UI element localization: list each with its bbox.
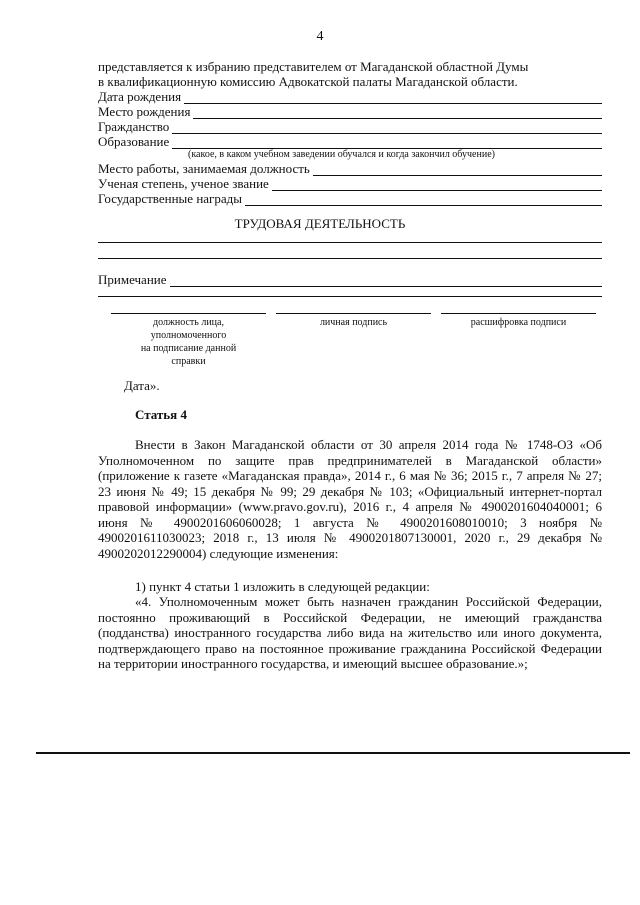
signature-line <box>276 313 431 314</box>
work-line-2 <box>98 258 602 259</box>
awards-label: Государственные награды <box>98 191 242 206</box>
article-title: Статья 4 <box>135 407 187 422</box>
workplace-label: Место работы, занимаемая должность <box>98 161 310 176</box>
workplace-field <box>98 161 602 176</box>
date-line: Дата». <box>124 378 160 393</box>
note-label: Примечание <box>98 272 167 287</box>
page-number: 4 <box>316 29 324 44</box>
citizenship-label: Гражданство <box>98 119 170 134</box>
position-caption: должность лица, уполномоченного на подписание данной справки <box>140 317 237 367</box>
signature-caption: личная подпись <box>319 317 388 328</box>
decryption-caption: расшифровка подписи <box>470 317 567 328</box>
article-quote: «4. Уполномоченным может быть назначен гражданин Российской Федерации, постоянно проживающий в Российской Федерации, не имеющий гражданства (подданства) иностранного государства либо вида на жительство или иного документа, подтверждающего право на постоянное проживание гражданина Российской Федерации на территории иностранного государства, и имеющий высшее образование.»; <box>98 594 602 671</box>
note-line-2 <box>98 296 602 297</box>
education-field <box>98 134 602 149</box>
section-title: ТРУДОВАЯ ДЕЯТЕЛЬНОСТЬ <box>234 216 406 231</box>
article-item-1: 1) пункт 4 статьи 1 изложить в следующей редакции: <box>135 579 430 594</box>
degree-label: Ученая степень, ученое звание <box>98 176 269 191</box>
education-hint: (какое, в каком учебном заведении обучался и когда закончил обучение) <box>188 149 495 160</box>
bottom-divider <box>36 752 630 754</box>
education-label: Образование <box>98 134 170 149</box>
degree-field <box>98 176 602 191</box>
intro-line-2: в квалификационную комиссию Адвокатской палаты Магаданской области. <box>98 74 518 89</box>
note-field <box>98 272 602 287</box>
birth-date-label: Дата рождения <box>98 89 182 104</box>
position-line <box>111 313 266 314</box>
citizenship-field <box>98 119 602 134</box>
birth-place-label: Место рождения <box>98 104 191 119</box>
decryption-line <box>441 313 596 314</box>
awards-field <box>98 191 602 206</box>
birth-date-field <box>98 89 602 104</box>
article-paragraph: Внести в Закон Магаданской области от 30 апреля 2014 года № 1748-ОЗ «Об Уполномоченном по защите прав предпринимателей в Магаданской области» (приложение к газете «Магаданская правда», 2014 г., 6 мая № 36; 2015 г., 7 апреля № 27; 23 июня № 49; 15 декабря № 99; 29 декабря № 103; «Официальный интернет-портал правовой информации» (www.pravo.gov.ru), 2016 г., 4 апреля № 4900201604040001; 6 июня № 4900201606060028; 1 августа № 4900201608010010; 3 ноября № 4900201611030023; 2018 г., 13 июля № 4900201807130001, 2020 г., 29 декабря № 4900202012290004) следующие изменения: <box>98 437 602 561</box>
birth-place-field <box>98 104 602 119</box>
work-line-1 <box>98 242 602 243</box>
intro-line-1: представляется к избранию представителем от Магаданской областной Думы <box>98 59 529 74</box>
